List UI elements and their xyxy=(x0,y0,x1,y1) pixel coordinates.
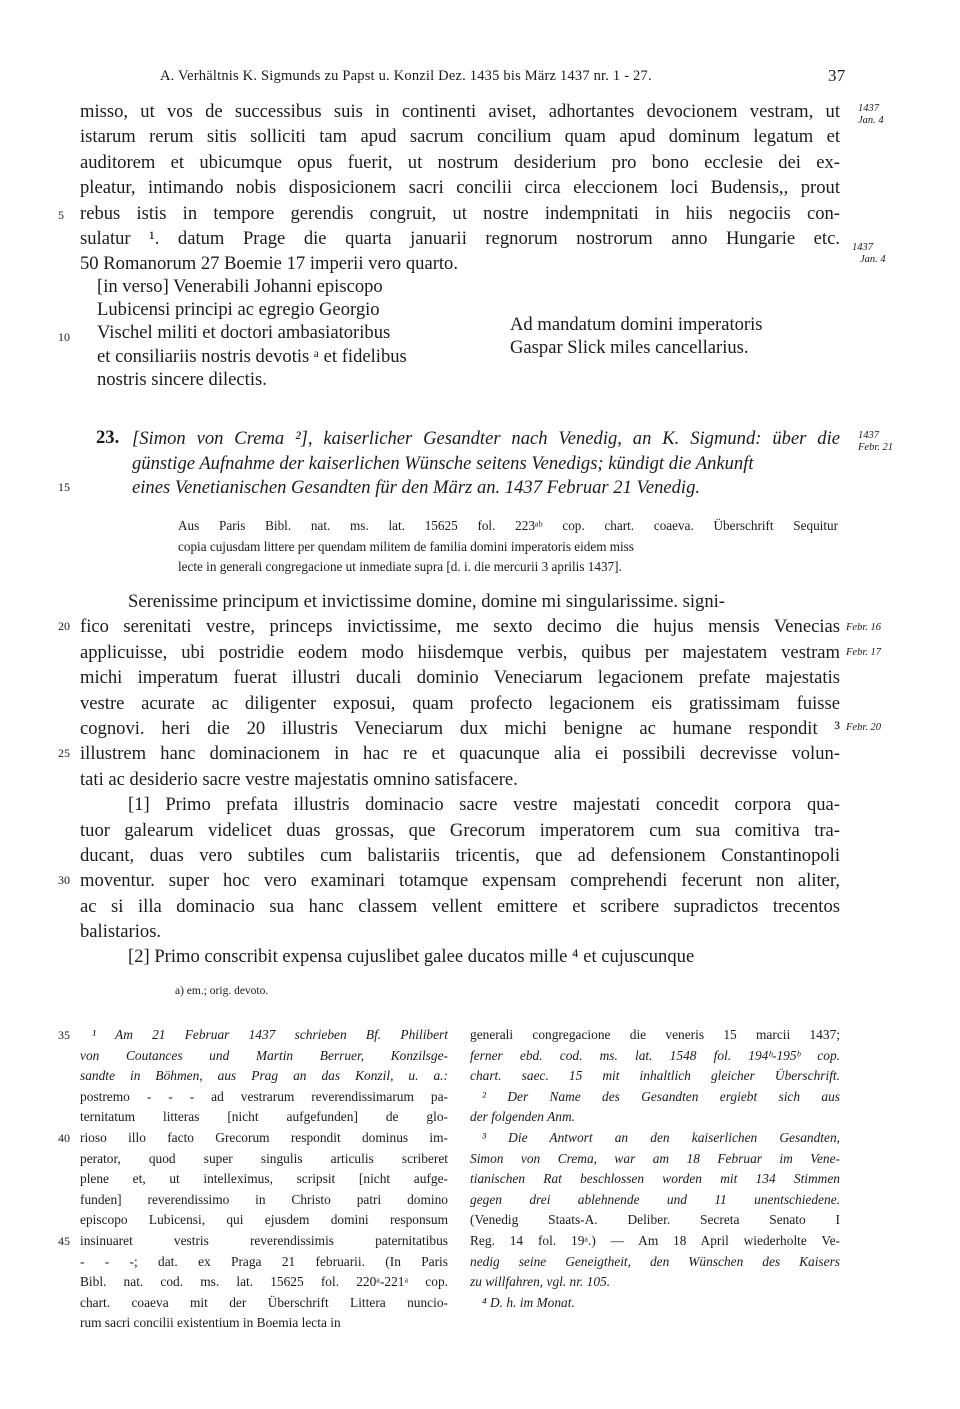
margin-date: Febr. 17 xyxy=(846,647,881,658)
footnote-line: plene et, ut intelleximus, scripsit [nicht aufge- xyxy=(80,1171,448,1187)
address-line: Lubicensi principi ac egregio Georgio xyxy=(97,299,380,321)
top-block xyxy=(80,99,840,277)
document-number: 23. xyxy=(96,427,120,448)
footnote-line: ³ Die Antwort an den kaiserlichen Gesandten, xyxy=(482,1129,840,1145)
footnote-line: tianischen Rat beschlossen worden mit 134 Stimmen xyxy=(470,1171,840,1187)
line-number: 45 xyxy=(58,1234,70,1248)
margin-date xyxy=(852,242,886,266)
footnote-line: Reg. 14 fol. 19ᵃ.) — Am 18 April wiederholte Ve- xyxy=(470,1232,840,1248)
line-number: 25 xyxy=(58,746,70,760)
margin-year: 1437 xyxy=(852,242,873,253)
footnote-line: insinuaret vestris reverendissimis paternitatibus xyxy=(80,1232,448,1248)
margin-date xyxy=(858,430,893,454)
footnote-line: episcopo Lubicensi, qui ejusdem domini responsum xyxy=(80,1212,448,1228)
footnote-line: rioso illo facto Grecorum respondit dominus im- xyxy=(80,1129,448,1145)
text-line: tati ac desiderio sacre vestre majestatis omnino satisfacere. xyxy=(80,768,518,790)
line-number: 40 xyxy=(58,1131,70,1145)
footnote-line: Simon von Crema, war am 18 Februar im Vene- xyxy=(470,1150,840,1166)
text-line: Serenissime principum et invictissime domine, domine mi singularissime. signi- xyxy=(128,591,725,612)
source-line: lecte in generali congregacione ut inmediate supra [d. i. die mercurii 3 aprilis 1437]. xyxy=(178,559,622,574)
footnote-line: ⁴ D. h. im Monat. xyxy=(482,1294,575,1310)
margin-day: Jan. 4 xyxy=(860,254,886,265)
mandate-line: Ad mandatum domini imperatoris xyxy=(510,314,763,335)
line-number: 5 xyxy=(58,208,64,222)
text-line: sulatur ¹. datum Prage die quarta januarii regnorum nostrorum anno Hungarie etc. xyxy=(80,227,840,249)
address-line: nostris sincere dilectis. xyxy=(97,368,267,390)
footnote-line: gegen drei ablehnende und 11 unentschiedene. xyxy=(470,1191,840,1207)
footnote-line: funden] reverendissimo in Christo patri domino xyxy=(80,1191,448,1207)
margin-date: Febr. 16 xyxy=(846,622,881,633)
text-line: applicuisse, ubi postridie eodem modo hiisdemque verbis, quibus per majestatem vestram xyxy=(80,641,840,663)
textual-note: a) em.; orig. devoto. xyxy=(175,985,269,997)
footnote-line: ² Der Name des Gesandten ergiebt sich aus xyxy=(482,1088,840,1104)
footnote-line: der folgenden Anm. xyxy=(470,1109,575,1125)
address-line: Vischel militi et doctori ambasiatoribus xyxy=(97,322,391,344)
address-right xyxy=(510,313,763,359)
text-line: ducant, duas vero subtiles cum balistariis tricentis, que ad defensionem Constantinopoli xyxy=(80,844,840,866)
source-description xyxy=(178,516,838,578)
text-line: ac si illa dominacio sua hanc classem vellent emittere et scribere supradictos trecentos xyxy=(80,895,840,917)
address-line: et consiliariis nostris devotis ᵃ et fidelibus xyxy=(97,345,407,367)
text-line: michi imperatum fuerat illustri ducali dominio Veneciarum legacionem prefate majestatis xyxy=(80,667,840,689)
margin-day: Jan. 4 xyxy=(858,115,884,126)
footnote-line: ferner ebd. cod. ms. lat. 1548 fol. 194ᵇ-195ᵇ cop. xyxy=(470,1047,840,1063)
margin-day: Febr. 21 xyxy=(858,442,893,453)
text-line: balistarios. xyxy=(80,921,162,943)
text-line: rebus istis in tempore gerendis congruit, ut nostre indempnitati in hiis negociis con- xyxy=(80,202,840,224)
page-number: 37 xyxy=(828,66,846,85)
text-line: [1] Primo prefata illustris dominacio sacre vestre majestati concedit corpora qua- xyxy=(128,794,840,816)
text-line: pleatur, intimando nobis disposicionem sacri concilii circa eleccionem loci Budensis,, prout xyxy=(80,177,840,199)
heading-line: eines Venetianischen Gesandten für den März an. 1437 Februar 21 Venedig. xyxy=(132,477,701,499)
heading-line: [Simon von Crema ²], kaiserlicher Gesandter nach Venedig, an K. Sigmund: über die xyxy=(132,428,840,449)
footnotes-right xyxy=(470,1025,840,1313)
line-number: 35 xyxy=(58,1028,70,1042)
footnote-line: perator, quod super singulis articulis scriberet xyxy=(80,1150,448,1166)
text-line: auditorem et ubicumque opus fuerit, ut nostrum desiderium pro bono ecclesie dei ex- xyxy=(80,151,840,173)
heading-line: günstige Aufnahme der kaiserlichen Wünsche seitens Venedigs; kündigt die Ankunft xyxy=(132,452,754,474)
footnote-line: rum sacri concilii existentium in Boemia lecta in xyxy=(80,1315,341,1331)
footnote-line: sandte in Böhmen, aus Prag an das Konzil, u. a.: xyxy=(80,1068,448,1084)
margin-date: Febr. 20 xyxy=(846,722,881,733)
footnote-line: chart. coaeva mit der Überschrift Littera nuncio- xyxy=(80,1294,448,1310)
footnotes-left xyxy=(80,1025,448,1334)
source-line: Aus Paris Bibl. nat. ms. lat. 15625 fol. 223ᵃᵇ cop. chart. coaeva. Überschrift Sequitur xyxy=(178,518,838,533)
footnote-line: (Venedig Staats-A. Deliber. Secreta Senato I xyxy=(470,1212,840,1228)
letter-text xyxy=(80,589,840,970)
footnote-line: nedig seine Geneigtheit, den Wünschen des Kaisers xyxy=(470,1253,840,1269)
text-line: cognovi. heri die 20 illustris Veneciarum dux michi benigne ac humane respondit ³ xyxy=(80,717,840,739)
margin-year: 1437 xyxy=(858,103,879,114)
text-line: istarum rerum sitis solliciti tam apud sacrum concilium quam apud dominum legatum et xyxy=(80,126,840,148)
margin-date xyxy=(858,103,884,127)
source-line: copia cujusdam littere per quendam militem de familia domini imperatoris eidem miss xyxy=(178,538,634,554)
margin-year: 1437 xyxy=(858,430,879,441)
text-line: illustrem hanc dominacionem in hac re et quacunque alia ei possibili decrevisse volun- xyxy=(80,743,840,765)
mandate-line: Gaspar Slick miles cancellarius. xyxy=(510,337,749,359)
line-number: 30 xyxy=(58,873,70,887)
address-line: [in verso] Venerabili Johanni episcopo xyxy=(97,276,383,297)
footnote-line: ¹ Am 21 Februar 1437 schrieben Bf. Philibert xyxy=(92,1027,448,1042)
document-heading xyxy=(132,427,840,501)
text-line: vestre acurate ac diligenter exposui, quam profecto legacionem eis gratissimam fuisse xyxy=(80,692,840,714)
line-number: 10 xyxy=(58,330,70,344)
footnote-line: chart. saec. 15 mit inhaltlich gleicher Überschrift. xyxy=(470,1068,840,1084)
footnote-line: postremo - - - ad vestrarum reverendissimarum pa- xyxy=(80,1088,448,1104)
line-number: 20 xyxy=(58,619,70,633)
footnote-line: - - -; dat. ex Praga 21 februarii. (In Paris xyxy=(80,1253,448,1269)
text-line: 50 Romanorum 27 Boemie 17 imperii vero quarto. xyxy=(80,253,459,275)
text-line: [2] Primo conscribit expensa cujuslibet galee ducatos mille ⁴ et cujuscunque xyxy=(128,946,695,968)
text-line: tuor galearum videlicet duas grossas, que Grecorum imperatorem cum sua comitiva tra- xyxy=(80,819,840,841)
text-line: moventur. super hoc vero examinari totamque expensam comprehendi fecerunt non aliter, xyxy=(80,870,840,892)
line-number: 15 xyxy=(58,480,70,494)
footnote-line: zu willfahren, vgl. nr. 105. xyxy=(470,1274,611,1290)
address-left xyxy=(97,275,467,391)
text-line: fico serenitati vestre, princeps invictissime, me sexto decimo die hujus mensis Venecias xyxy=(80,616,840,638)
footnote-line: von Coutances und Martin Berruer, Konzilsge- xyxy=(80,1047,448,1063)
footnote-line: ternitatum litteras [nicht aufgefunden] de glo- xyxy=(80,1109,448,1125)
running-title: A. Verhältnis K. Sigmunds zu Papst u. Konzil Dez. 1435 bis März 1437 nr. 1 - 27. xyxy=(160,68,652,84)
footnote-line: generali congregacione die veneris 15 marcii 1437; xyxy=(470,1027,840,1042)
text-line: misso, ut vos de successibus suis in continenti aviset, adhortantes devocionem vestram, ut xyxy=(80,101,840,122)
footnote-line: Bibl. nat. cod. ms. lat. 15625 fol. 220ᵃ-221ᵃ cop. xyxy=(80,1274,448,1290)
